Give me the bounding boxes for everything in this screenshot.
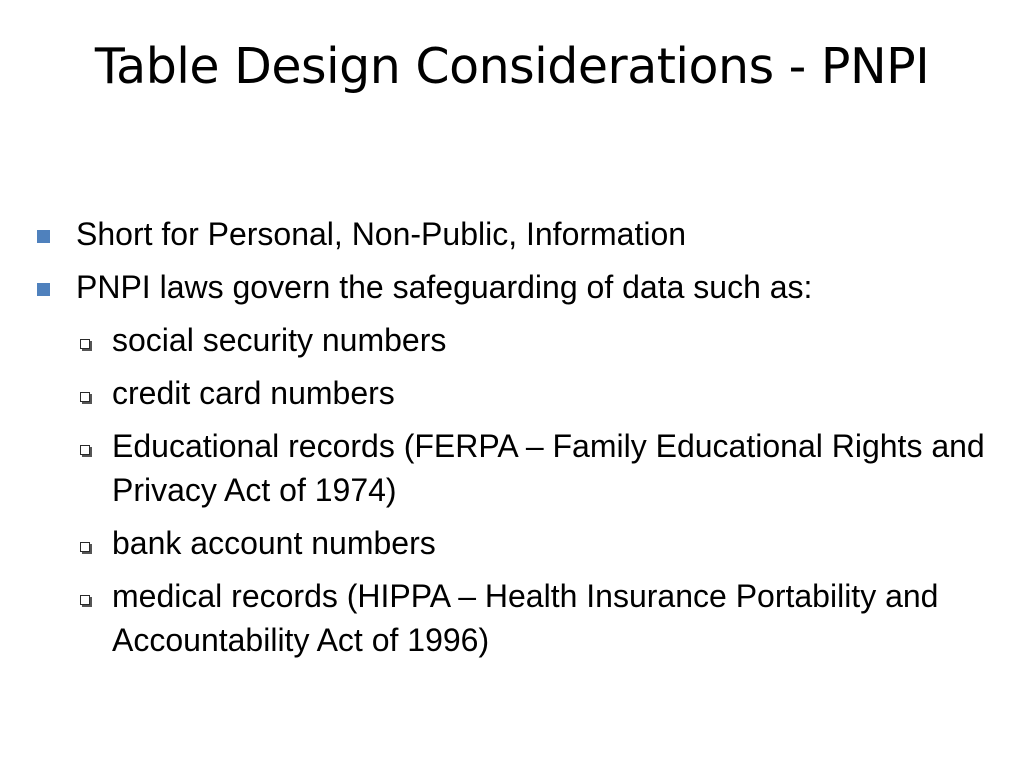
square-bullet-icon: [37, 283, 50, 296]
sub-bullet-item: [0, 521, 1024, 565]
sub-bullet-item: [0, 371, 1024, 415]
sub-bullet-text: bank account numbers: [112, 525, 436, 561]
box-bullet-icon: [80, 392, 90, 402]
square-bullet-icon: [37, 230, 50, 243]
bullet-text: Short for Personal, Non-Public, Information: [76, 216, 687, 252]
bullet-item: [0, 212, 1024, 265]
box-bullet-icon: [80, 595, 90, 605]
bullet-text: PNPI laws govern the safeguarding of data such as:: [76, 269, 813, 305]
slide-title: Table Design Considerations - PNPI: [94, 38, 930, 95]
sub-bullet-item: [0, 424, 1024, 512]
sub-bullet-text: credit card numbers: [112, 375, 395, 411]
box-bullet-icon: [80, 542, 90, 552]
bullet-item: [0, 265, 1024, 318]
sub-bullet-text: social security numbers: [112, 322, 447, 358]
slide-body: [0, 212, 1024, 671]
sub-bullet-text: medical records (HIPPA – Health Insurance Portability and Accountability Act of 1996): [112, 578, 939, 658]
box-bullet-icon: [80, 339, 90, 349]
box-bullet-icon: [80, 445, 90, 455]
sub-bullet-item: [0, 574, 1024, 662]
sub-bullet-item: [0, 318, 1024, 362]
sub-bullet-text: Educational records (FERPA – Family Educational Rights and Privacy Act of 1974): [112, 428, 985, 508]
